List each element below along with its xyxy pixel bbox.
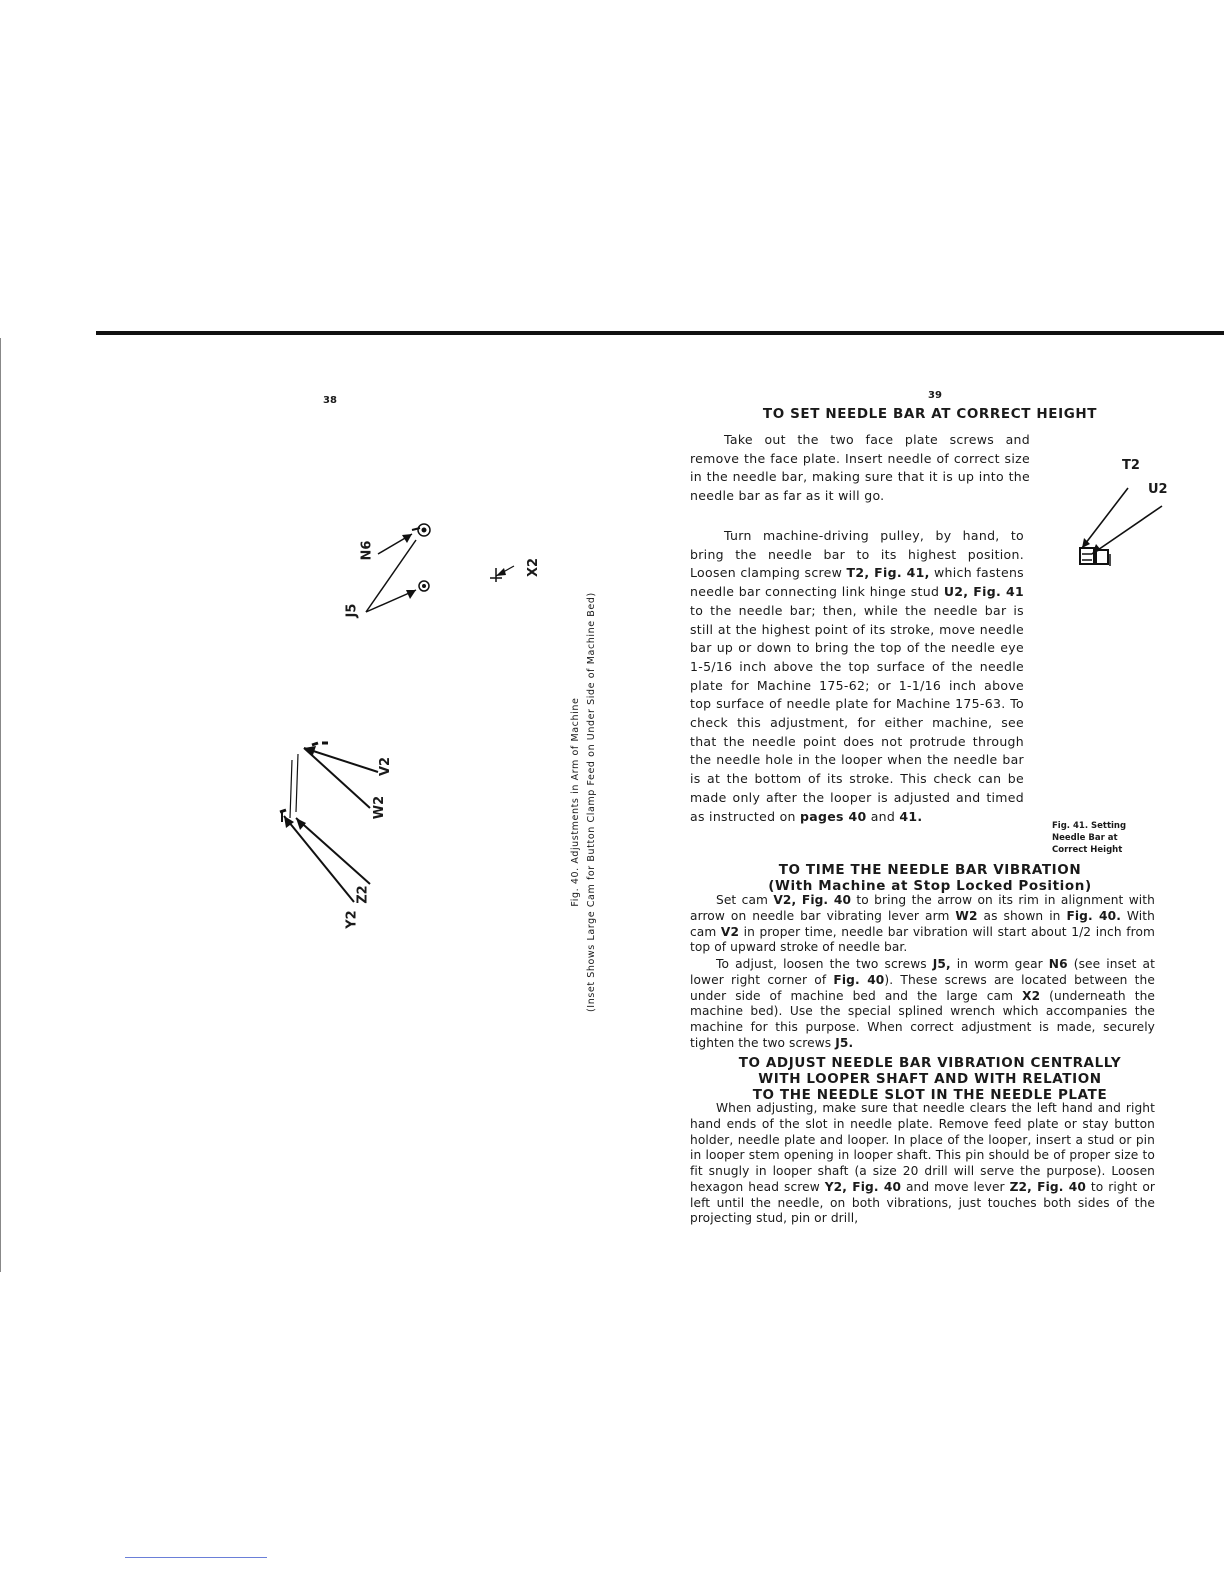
fig40-label-j5: J5 (344, 603, 360, 618)
page-number-right: 39 (928, 390, 942, 401)
page-number-left: 38 (323, 395, 337, 406)
fig40-illustration (270, 510, 570, 930)
fig40-label-n6: N6 (359, 540, 375, 561)
fig40-label-z2: Z2 (355, 885, 371, 904)
paragraph-looper-shaft: When adjusting, make sure that needle clears the left hand and right hand ends of the slot in needle plate. Remove feed plate or stay button holder, needle plate and looper. In place of the looper, insert a stud or pin in looper stem opening in looper shaft. This pin should be of proper size to fit snugly in looper shaft (a size 20 drill will serve the purpose). Loosen hexagon head screw Y2, Fig. 40 and move lever Z2, Fig. 40 to right or left until the needle, on both vibrations, just touches both sides of the projecting stud, pin or drill, (690, 1101, 1155, 1226)
left-edge-line (0, 338, 1, 1272)
top-rule (96, 331, 1224, 335)
fig40-caption: Fig. 40. Adjustments in Arm of Machine (Inset Shows Large Cam for Button Clamp Feed on Under Side of Machine Bed) (570, 592, 597, 1012)
paragraph-remove-face-plate: Take out the two face plate screws and remove the face plate. Insert needle of correct size in the needle bar, making sure that it is up into the needle bar as far as it will go. (690, 432, 1030, 504)
fig40-label-v2: V2 (378, 756, 394, 777)
bottom-link-line (125, 1557, 267, 1558)
heading-needle-bar-height: TO SET NEEDLE BAR AT CORRECT HEIGHT (762, 406, 1098, 422)
paragraph-loosen-screws: To adjust, loosen the two screws J5, in worm gear N6 (see inset at lower right corner of Fig. 40). These screws are located between the under side of machine bed and the large cam X2 (underneath the machine bed). Use the special splined wrench which accompanies the machine for this purpose. When correct adjustment is made, securely tighten the two screws J5. (690, 957, 1155, 1050)
paragraph-needle-bar-height: Turn machine-driving pulley, by hand, to bring the needle bar to its highest position. Loosen clamping screw T2, Fig. 41, which fastens needle bar connecting link hinge stud U2, Fig. 41 to the needle bar; then, while the needle bar is still at the highest point of its stroke, move needle bar up or down to bring the top of the needle eye 1-5/16 inch above the top surface of the needle plate for Machine 175-62; or 1-1/16 inch above top surface of needle plate for Machine 175-63. To check this adjustment, for either machine, see that the needle point does not protrude through the needle hole in the looper when the needle bar is at the bottom of its stroke. This check can be made only after the looper is adjusted and timed as instructed on pages 40 and 41. (690, 528, 1024, 824)
fig40-label-y2: Y2 (344, 910, 360, 929)
paragraph-set-cam: Set cam V2, Fig. 40 to bring the arrow on its rim in alignment with arrow on needle bar vibrating lever arm W2 as shown in Fig. 40. With cam V2 in proper time, needle bar vibration will start about 1/2 inch from top of upward stroke of needle bar. (690, 893, 1155, 955)
heading-adjust-vibration-centrally: TO ADJUST NEEDLE BAR VIBRATION CENTRALLY WITH LOOPER SHAFT AND WITH RELATION TO THE NEEDLE SLOT IN THE NEEDLE PLATE (738, 1055, 1122, 1103)
fig41-caption: Fig. 41. Setting Needle Bar at Correct Height (1052, 821, 1127, 855)
fig41-label-u2: U2 (1148, 482, 1168, 497)
fig40-label-w2: W2 (372, 795, 388, 820)
heading-needle-bar-vibration: TO TIME THE NEEDLE BAR VIBRATION (With Machine at Stop Locked Position) (768, 862, 1092, 894)
fig41-label-t2: T2 (1122, 458, 1140, 473)
fig40-label-x2: X2 (526, 557, 542, 578)
